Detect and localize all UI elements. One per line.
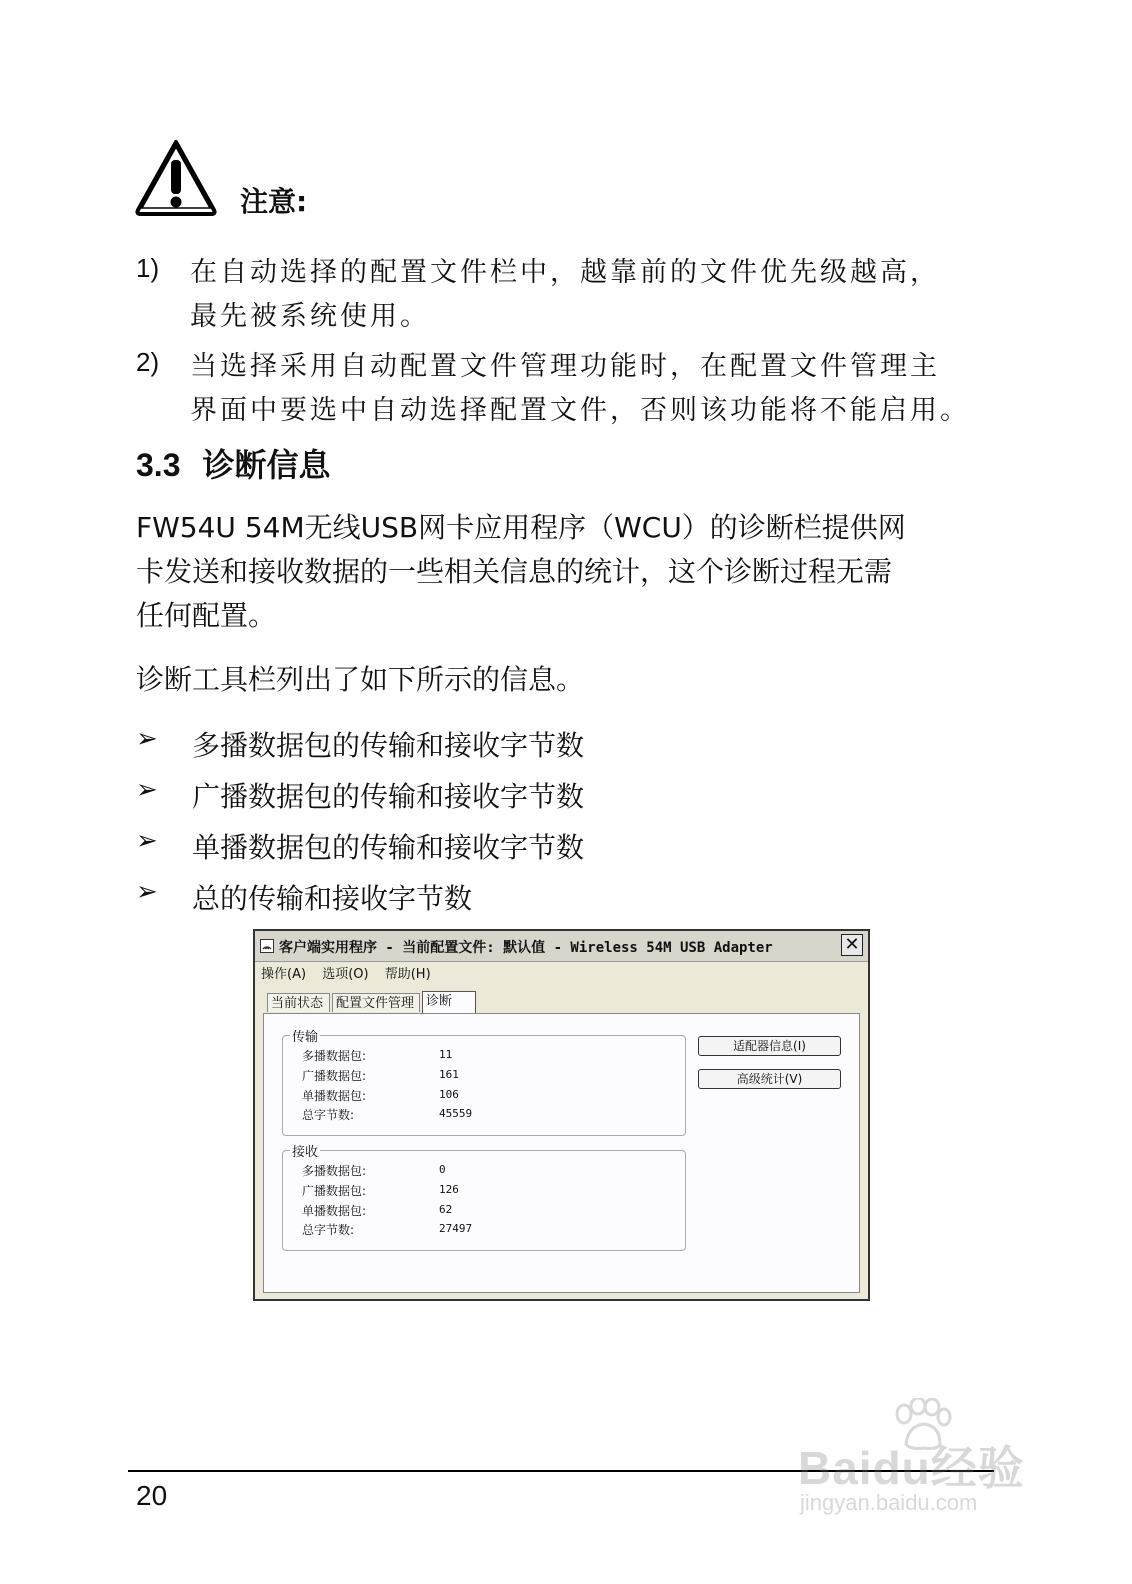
- stat-label: 多播数据包:: [302, 1049, 367, 1063]
- intro-line: 卡发送和接收数据的一些相关信息的统计，这个诊断过程无需: [136, 555, 893, 588]
- receive-group: [282, 1145, 686, 1251]
- arrow-bullet-icon: ➢: [136, 826, 158, 856]
- note-item-number: 2): [136, 347, 160, 377]
- stat-value: 106: [439, 1088, 459, 1101]
- note-item-number: 1): [136, 253, 160, 283]
- menu-bar: [261, 963, 443, 982]
- advanced-stats-button[interactable]: 高级统计(V): [698, 1069, 841, 1089]
- section-number: 3.3: [136, 447, 181, 483]
- transmit-group-label: 传输: [290, 1026, 320, 1045]
- stat-label: 广播数据包:: [302, 1184, 367, 1198]
- page-number: 20: [136, 1480, 168, 1511]
- baidu-watermark: Baidu经验 jingyan.baidu.com: [796, 1398, 1056, 1538]
- window-title: 客户端实用程序 - 当前配置文件: 默认值 - Wireless 54M USB Adapter: [279, 940, 773, 956]
- menu-action[interactable]: 操作(A): [261, 967, 307, 982]
- warning-icon: [134, 138, 218, 218]
- note-item-text: 在自动选择的配置文件栏中，越靠前的文件优先级越高，: [190, 257, 940, 288]
- note-title: 注意:: [240, 185, 308, 218]
- arrow-bullet-icon: ➢: [136, 724, 158, 754]
- title-bar: [255, 931, 868, 962]
- list-intro: 诊断工具栏列出了如下所示的信息。: [136, 663, 585, 696]
- note-item-text: 界面中要选中自动选择配置文件，否则该功能将不能启用。: [190, 395, 970, 426]
- menu-options[interactable]: 选项(O): [322, 967, 369, 982]
- list-item: ➢ 单播数据包的传输和接收字节数: [136, 826, 585, 864]
- stat-value: 126: [439, 1183, 459, 1196]
- stat-value: 62: [439, 1203, 453, 1216]
- section-heading: [136, 440, 331, 486]
- receive-group-label: 接收: [290, 1141, 320, 1160]
- stat-label: 总字节数:: [302, 1108, 355, 1122]
- wcu-dialog: [253, 929, 870, 1301]
- stat-value: 27497: [439, 1222, 473, 1235]
- stat-label: 单播数据包:: [302, 1204, 367, 1218]
- stat-label: 多播数据包:: [302, 1164, 367, 1178]
- tab-current-status[interactable]: 当前状态: [267, 993, 330, 1012]
- menu-help[interactable]: 帮助(H): [384, 967, 431, 982]
- wireless-signal-icon: [260, 939, 274, 953]
- stat-value: 161: [439, 1068, 459, 1081]
- list-item: ➢ 多播数据包的传输和接收字节数: [136, 724, 585, 762]
- stat-value: 45559: [439, 1107, 473, 1120]
- diagnostics-panel: [263, 1013, 860, 1293]
- arrow-bullet-icon: ➢: [136, 877, 158, 907]
- list-item: ➢ 广播数据包的传输和接收字节数: [136, 775, 585, 813]
- stat-label: 总字节数:: [302, 1223, 355, 1237]
- note-item-text: 最先被系统使用。: [190, 301, 430, 332]
- list-item: ➢ 总的传输和接收字节数: [136, 877, 473, 915]
- note-item-text: 当选择采用自动配置文件管理功能时，在配置文件管理主: [190, 351, 940, 382]
- section-title: 诊断信息: [202, 446, 331, 484]
- stat-label: 广播数据包:: [302, 1069, 367, 1083]
- arrow-bullet-icon: ➢: [136, 775, 158, 805]
- tab-diagnostics[interactable]: 诊断: [422, 991, 476, 1013]
- stat-label: 单播数据包:: [302, 1089, 367, 1103]
- stat-value: 11: [439, 1048, 453, 1061]
- intro-line: 任何配置。: [136, 599, 277, 632]
- intro-line: FW54U 54M无线USB网卡应用程序（WCU）的诊断栏提供网: [136, 511, 906, 544]
- stat-value: 0: [439, 1163, 446, 1176]
- transmit-group: [282, 1030, 686, 1136]
- tab-profile-management[interactable]: 配置文件管理: [332, 993, 420, 1012]
- close-button[interactable]: ✕: [841, 934, 863, 956]
- adapter-info-button[interactable]: 适配器信息(I): [698, 1036, 841, 1056]
